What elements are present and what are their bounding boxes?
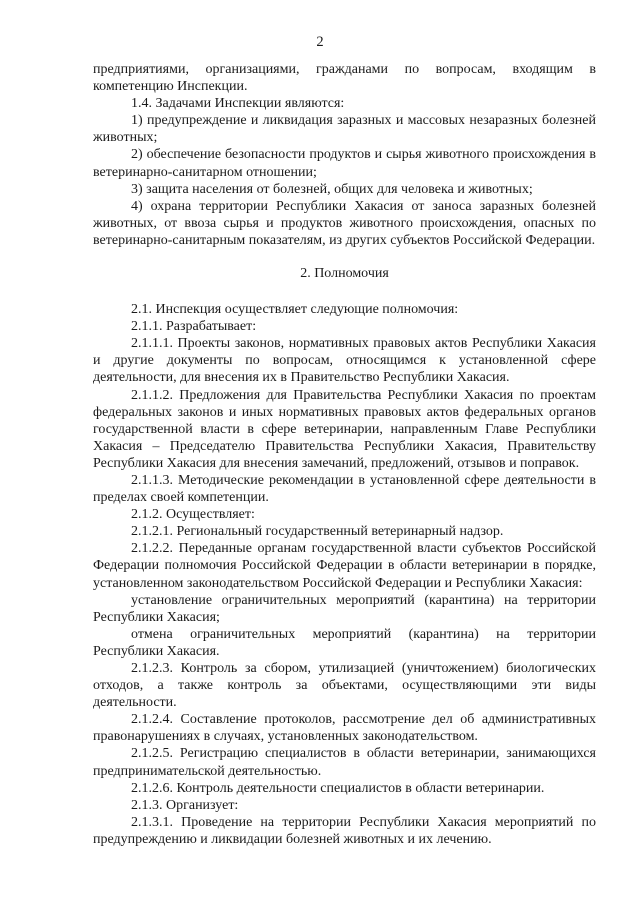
paragraph: 2.1.2.5. Регистрацию специалистов в области ветеринарии, занимающихся предпринимательской деятельностью. (93, 746, 596, 779)
paragraph: 2.1.2.2. Переданные органам государственной власти субъектов Российской Федерации полномочия Российской Федерации в области ветеринарии в порядке, установленном законодательством Российской Федерации и Республики Хакасия: (93, 541, 596, 591)
paragraph: 3) защита населения от болезней, общих для человека и животных; (131, 181, 533, 197)
paragraph: 2.1.1.2. Предложения для Правительства Республики Хакасия по проектам федеральных законов и иных нормативных правовых актов федеральных органов государственной власти в сфере ветеринарии, направленным Главе Республики Хакасия – Председателю Правительства Республики Хакасия, Правительству Республики Хакасия для внесения замечаний, предложений, отзывов и поправок. (93, 387, 596, 471)
paragraph: 2.1.3.1. Проведение на территории Республики Хакасия мероприятий по предупреждению и ликвидации болезней животных и их лечению. (93, 814, 596, 847)
paragraph: 4) охрана территории Республики Хакасия от заноса заразных болезней животных, от ввоза сырья и продуктов животного происхождения, опасных по ветеринарно-санитарным показателям, из других субъектов Российской Федерации. (93, 198, 596, 248)
section-heading: 2. Полномочия (300, 266, 389, 282)
paragraph: 2.1.3. Организует: (131, 797, 239, 813)
paragraph: 2.1.2.6. Контроль деятельности специалистов в области ветеринарии. (131, 780, 545, 796)
paragraph: 2.1. Инспекция осуществляет следующие полномочия: (131, 302, 459, 318)
paragraph: 2.1.2. Осуществляет: (131, 507, 255, 523)
paragraph: 2.1.1.1. Проекты законов, нормативных правовых актов Республики Хакасия и другие документы по вопросам, относящимся к установленной сфере деятельности, для внесения их в Правительство Республики Хакасия. (93, 336, 596, 386)
paragraph: предприятиями, организациями, гражданами по вопросам, входящим в компетенцию Инспекции. (93, 62, 596, 95)
document-body (93, 61, 596, 848)
paragraph: 1.4. Задачами Инспекции являются: (131, 96, 345, 112)
paragraph: 2.1.2.4. Составление протоколов, рассмотрение дел об административных правонарушениях в случаях, установленных законодательством. (93, 712, 596, 745)
paragraph: 2.1.1. Разрабатывает: (131, 319, 257, 335)
paragraph: 2.1.2.3. Контроль за сбором, утилизацией (уничтожением) биологических отходов, а также контроль за объектами, осуществляющими эти виды деятельности. (93, 661, 596, 711)
paragraph: отмена ограничительных мероприятий (карантина) на территории Республики Хакасия. (93, 626, 596, 659)
paragraph: 2.1.1.3. Методические рекомендации в установленной сфере деятельности в пределах своей компетенции. (93, 472, 596, 506)
page-number: 2 (316, 34, 324, 50)
paragraph: 2) обеспечение безопасности продуктов и сырья животного происхождения в ветеринарно-санитарном отношении; (93, 147, 596, 180)
paragraph: установление ограничительных мероприятий (карантина) на территории Республики Хакасия; (93, 592, 596, 625)
paragraph: 1) предупреждение и ликвидация заразных и массовых незаразных болезней животных; (93, 113, 596, 146)
paragraph: 2.1.2.1. Региональный государственный ветеринарный надзор. (131, 524, 504, 540)
